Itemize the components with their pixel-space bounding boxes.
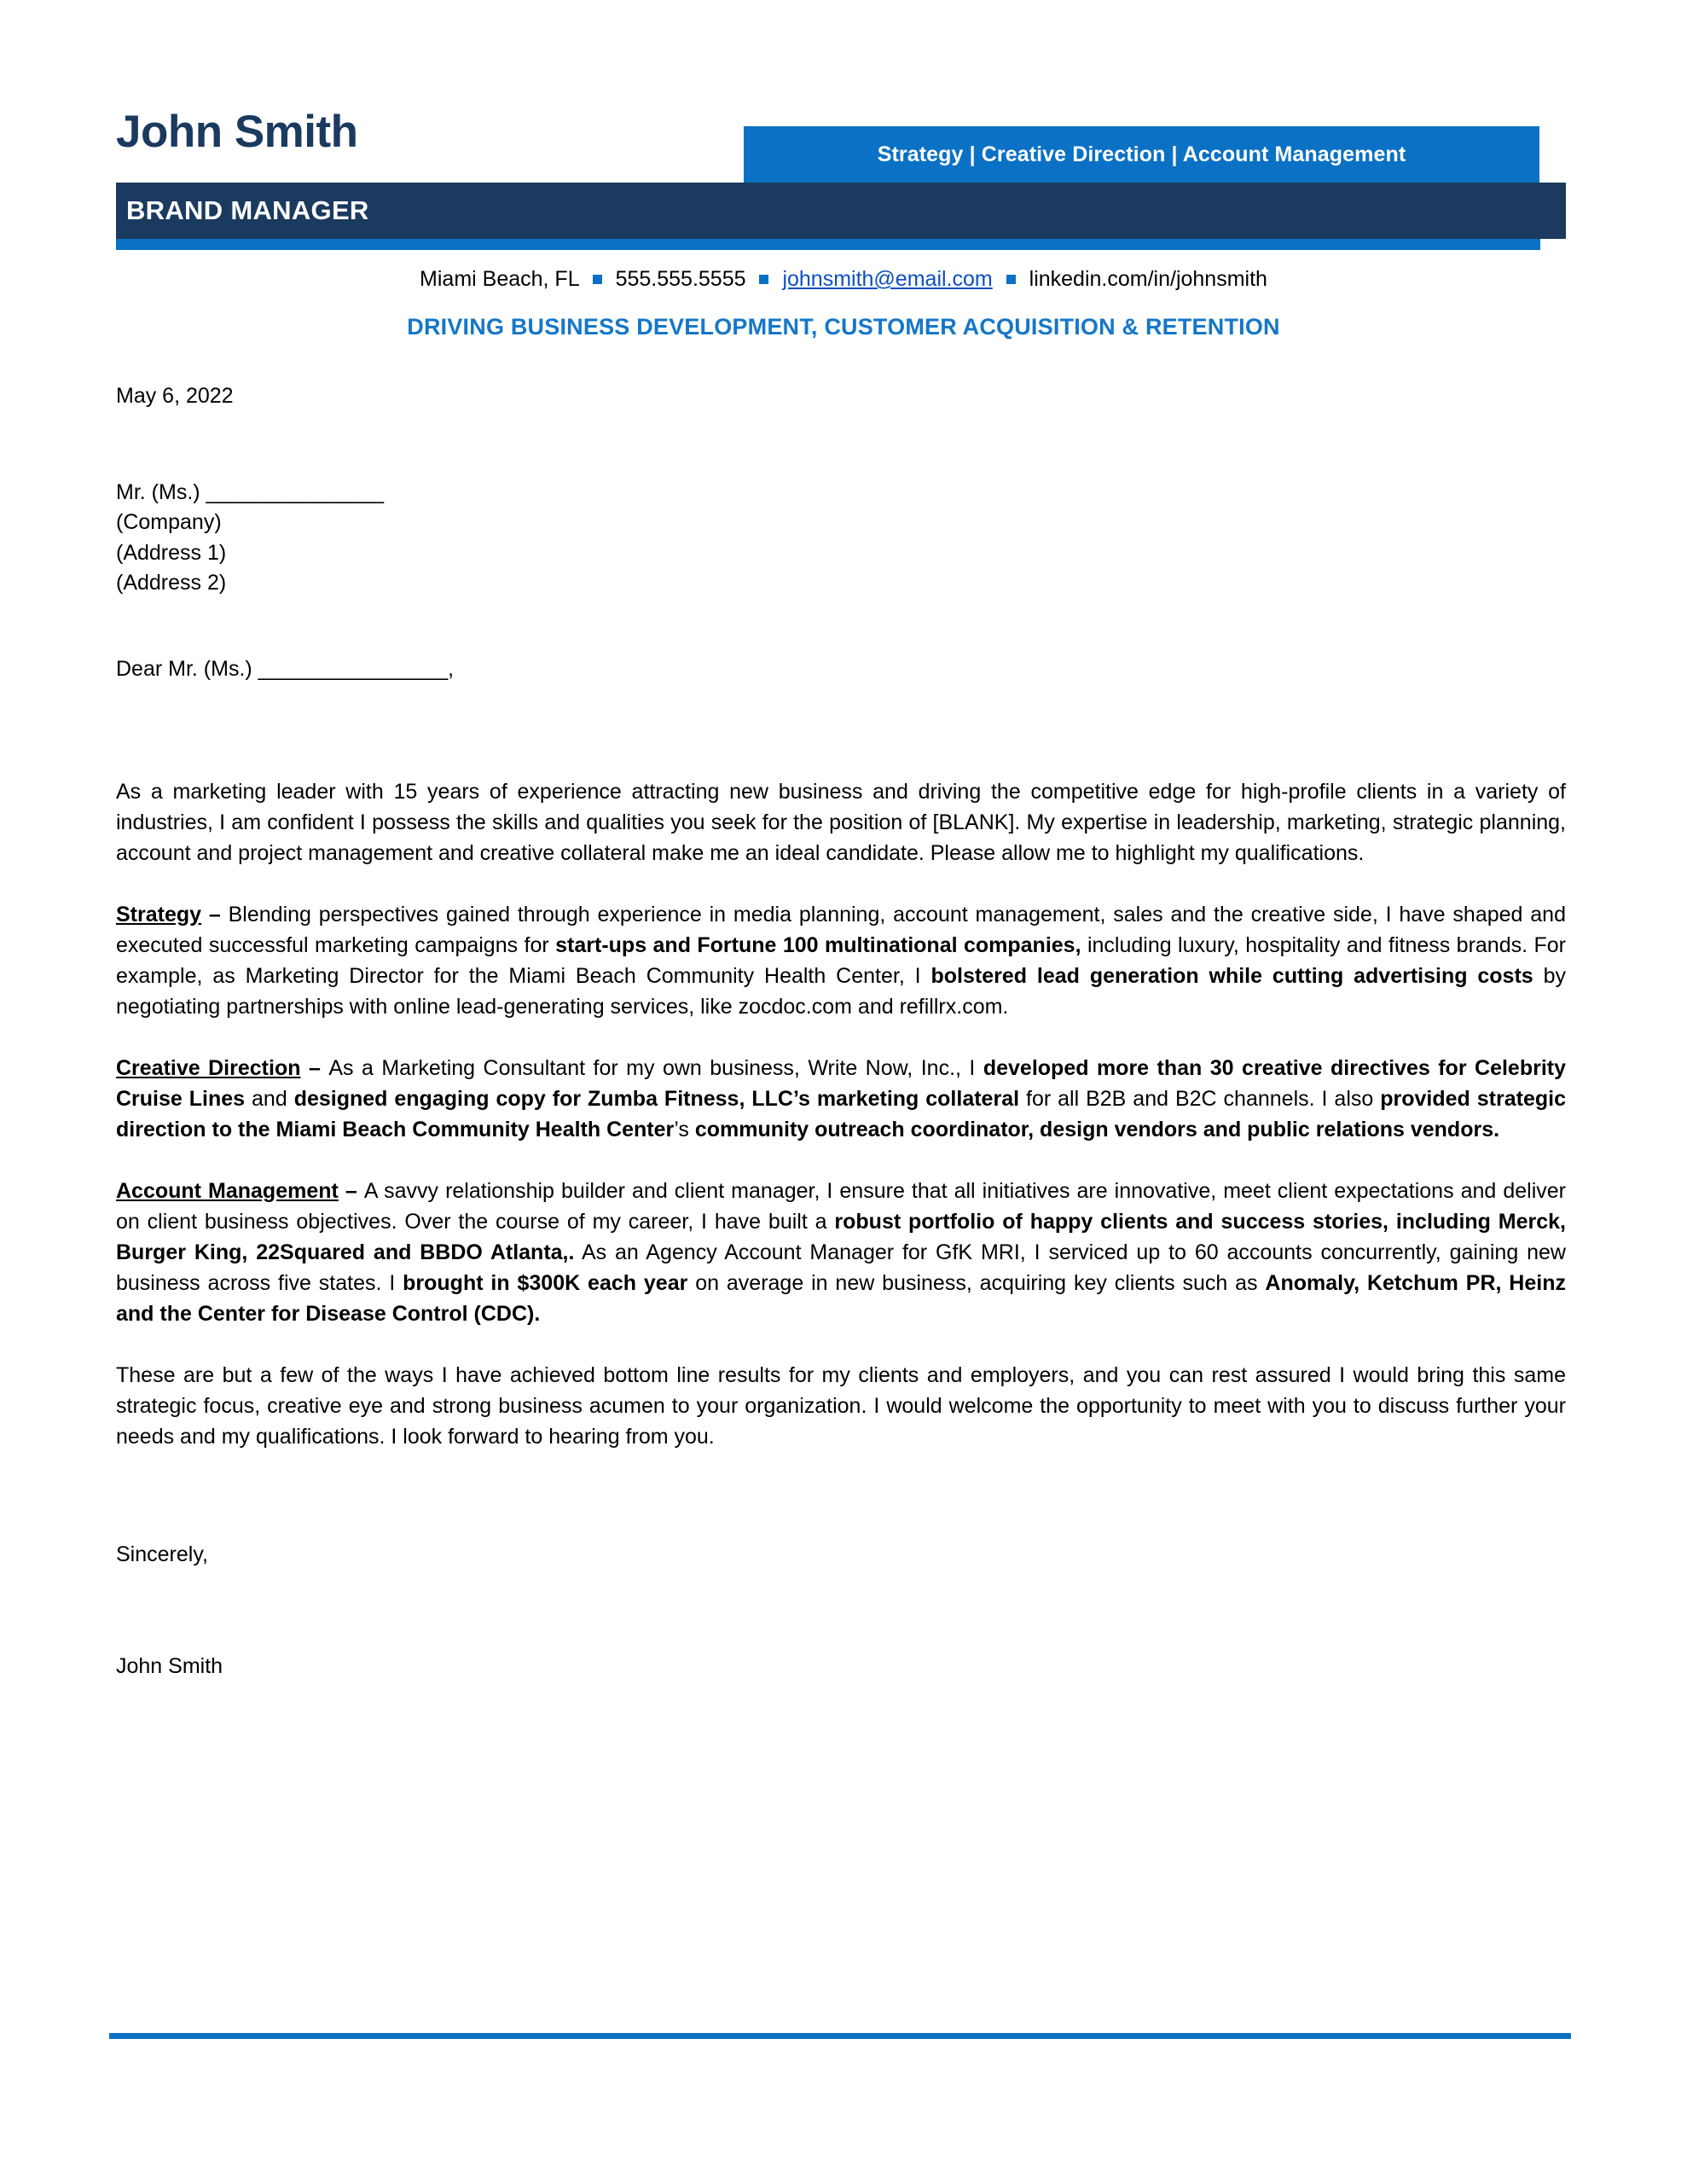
closing-valediction: Sincerely, [116,1542,208,1566]
tagline-text: Strategy | Creative Direction | Account Management [877,142,1406,166]
job-title-bar [116,183,1566,239]
body-text: As a marketing leader with 15 years of experience attracting new business and driving the competitive edge for high-profile clients in a variety of industries, I am confident I possess the skills and qualities you seek for the position of [BLANK]. My expertise in leadership, marketing, strategic planning, account and project management and creative collateral make me an ideal candidate. Please allow me to highlight my qualifications. [116,779,1566,865]
emphasis-text: robust portfolio of happy clients and success stories, including Merck, Burger King, 22Squared and BBDO Atlanta,. [116,1209,1567,1264]
letter-paragraphs [116,776,1566,1452]
paragraph-label: Strategy [116,902,202,926]
paragraph-closing-para [116,1360,1566,1452]
letterhead-header [0,0,1687,264]
paragraph-dash: – [201,902,229,926]
body-text: on average in new business, acquiring key clients such as [687,1270,1266,1295]
body-text: These are but a few of the ways I have achieved bottom line results for my clients and employers, and you can rest assured I would bring this same strategic focus, creative eye and strong business acumen to your organization. I would welcome the opportunity to meet with you to discuss further your needs and my qualifications. I look forward to hearing from you. [116,1362,1566,1449]
body-text: for all B2B and B2C channels. I also [1019,1086,1381,1111]
tagline-banner [744,126,1539,183]
paragraph-label: Creative Direction [116,1055,301,1080]
body-text: Blending perspectives gained through experience in media planning, account management, sales and the creative side, I have shaped and executed successful marketing campaigns for [116,902,1566,957]
emphasis-text: brought in $300K each year [403,1270,688,1295]
paragraph-creative-direction [116,1053,1566,1145]
address-line: Mr. (Ms.) _______________ [116,479,385,504]
letter-date: May 6, 2022 [116,384,234,408]
signature-name: John Smith [116,1654,223,1679]
brand-headline: DRIVING BUSINESS DEVELOPMENT, CUSTOMER ACQUISITION & RETENTION [407,314,1280,340]
paragraph-label: Account Management [116,1178,339,1203]
contact-line [0,266,1687,292]
body-text: ’s [674,1117,695,1141]
address-line: (Address 2) [116,571,227,595]
job-title-text: BRAND MANAGER [126,195,369,225]
contact-email-link[interactable]: johnsmith@email.com [782,267,993,291]
contact-phone: 555.555.5555 [615,267,746,291]
contact-location: Miami Beach, FL [420,267,579,291]
emphasis-text: community outreach coordinator, design vendors and public relations vendors. [694,1117,1500,1141]
header-accent-strip [116,239,1540,250]
paragraph-dash: – [338,1178,364,1203]
page-title: John Smith [116,107,358,157]
footer-rule [109,2033,1571,2039]
bullet-square-icon [1006,275,1016,284]
recipient-address-block [116,478,1566,599]
bullet-square-icon [593,275,602,284]
emphasis-text: Anomaly, Ketchum PR, Heinz and the Center for Disease Control (CDC). [116,1270,1566,1326]
address-line: (Address 1) [116,540,227,565]
body-text: including luxury, hospitality and fitness brands. For example, as Marketing Director for the Miami Beach Community Health Center, I [116,932,1566,988]
paragraph-intro [116,776,1566,868]
body-text: As an Agency Account Manager for GfK MRI, I serviced up to 60 accounts concurrently, gaining new business across five states. I [116,1240,1566,1295]
emphasis-text: start-ups and Fortune 100 multinational companies, [555,932,1081,957]
body-text: and [245,1086,294,1111]
body-text: As a Marketing Consultant for my own business, Write Now, Inc., I [328,1055,983,1080]
emphasis-text: developed more than 30 creative directives for Celebrity Cruise Lines [116,1055,1566,1111]
emphasis-text: provided strategic direction to the Miami Beach Community Health Center [116,1086,1566,1141]
body-text: A savvy relationship builder and client manager, I ensure that all initiatives are innovative, meet client expectations and deliver on client business objectives. Over the course of my career, I have built a [116,1178,1566,1234]
paragraph-strategy [116,899,1566,1022]
emphasis-text: designed engaging copy for Zumba Fitness, LLC’s marketing collateral [293,1086,1020,1111]
bullet-square-icon [759,275,768,284]
body-text: by negotiating partnerships with online lead-generating services, like zocdoc.com and refillrx.com. [116,963,1566,1019]
salutation: Dear Mr. (Ms.) ________________, [116,656,455,681]
contact-linkedin: linkedin.com/in/johnsmith [1029,267,1267,291]
paragraph-dash: – [300,1055,329,1080]
emphasis-text: bolstered lead generation while cutting advertising costs [930,963,1533,988]
letter-body [116,382,1566,1682]
paragraph-account-management [116,1176,1566,1329]
address-line: (Company) [116,510,222,535]
